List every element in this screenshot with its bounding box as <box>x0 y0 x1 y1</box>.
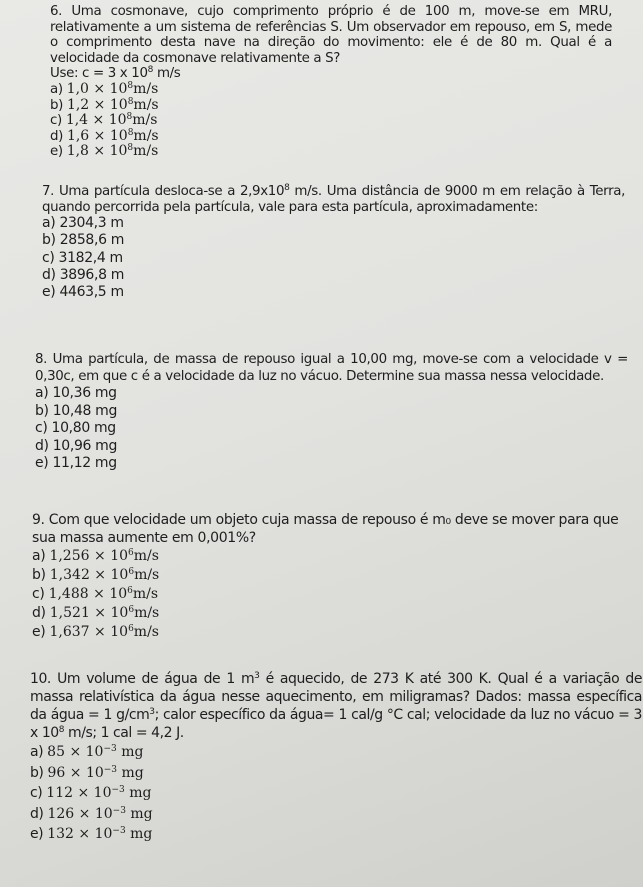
option-value: $1,521 \times 10^6m/s$ <box>49 605 160 621</box>
exponent: −3 <box>103 764 118 775</box>
option-letter: c) <box>32 586 45 602</box>
stem-text: 7. Uma partícula desloca-se a 2,9x10 <box>42 184 285 199</box>
use-note-exponent: 8 <box>147 65 154 76</box>
unit: mg <box>129 785 152 801</box>
option-d[interactable] <box>50 129 612 145</box>
option-b[interactable] <box>30 763 642 784</box>
exponent: 8 <box>127 143 134 154</box>
unit: m/s <box>134 605 160 621</box>
exponent: 6 <box>128 567 135 577</box>
mantissa: 1,521 <box>49 605 90 621</box>
option-letter: b) <box>30 764 44 781</box>
unit: m/s <box>132 112 158 129</box>
unit: m/s <box>134 567 160 583</box>
unit: mg <box>130 826 153 842</box>
unit: m/s <box>133 127 159 144</box>
mantissa: 1,6 <box>66 127 90 144</box>
exponent: −3 <box>111 785 125 795</box>
option-c[interactable] <box>30 783 642 804</box>
exponent: 6 <box>128 548 134 558</box>
mantissa: 96 <box>47 764 66 781</box>
question-6-stem: 6. Uma cosmonave, cujo comprimento próprio é de 100 m, move-se em MRU, relativamente a um sistema de referências S. Um observador em repouso, em S, mede o comprimento desta nave na direção do movimento: ele é de 80 m. Qual é a velocidade da cosmonave relativamente a S? <box>50 4 612 66</box>
option-letter: a) <box>30 744 44 760</box>
option-e[interactable] <box>32 623 632 642</box>
option-value: $1,6 \times 10^8m/s$ <box>66 127 159 144</box>
question-10-options <box>30 742 642 845</box>
question-6-options <box>50 82 612 160</box>
exponent: 8 <box>127 127 134 138</box>
option-letter: d) <box>50 128 64 144</box>
stem-text: m/s. Uma distância de 9000 m em relação à Terra, quando percorrida pela partícula, vale para esta partícula, aproximadamente: <box>42 184 625 215</box>
exponent: −3 <box>112 826 126 836</box>
question-9-options <box>32 547 632 642</box>
option-c[interactable]: c) 10,80 mg <box>35 420 116 436</box>
base: 10 <box>109 96 128 113</box>
mantissa: 1,637 <box>49 624 90 640</box>
option-letter: b) <box>32 567 46 583</box>
option-a[interactable]: a) 2304,3 m <box>42 215 124 232</box>
base: 10 <box>94 805 113 822</box>
stem-exponent: 8 <box>58 725 65 735</box>
exponent: 6 <box>128 605 135 615</box>
option-a[interactable]: a) 10,36 mg <box>35 385 117 401</box>
mantissa: 1,2 <box>66 96 90 113</box>
base: 10 <box>110 548 129 564</box>
mantissa: 1,4 <box>65 112 89 129</box>
option-value: $1,342 \times 10^6m/s$ <box>49 567 160 583</box>
base: 10 <box>109 143 128 160</box>
question-10 <box>30 670 642 845</box>
option-a[interactable] <box>32 547 632 566</box>
option-b[interactable]: b) 2858,6 m <box>42 232 125 249</box>
option-d[interactable] <box>30 804 642 825</box>
question-7 <box>42 184 625 302</box>
question-9-stem: 9. Com que velocidade um objeto cuja massa de repouso é m₀ deve se mover para que sua massa aumente em 0,001%? <box>32 512 619 546</box>
base: 10 <box>85 744 104 760</box>
unit: mg <box>130 805 153 822</box>
option-c[interactable] <box>32 585 632 604</box>
option-value: $1,4 \times 10^8m/s$ <box>65 112 158 129</box>
base: 10 <box>85 764 104 781</box>
option-c[interactable] <box>50 113 612 129</box>
option-c[interactable]: c) 3182,4 m <box>42 249 123 266</box>
base: 10 <box>109 80 128 97</box>
option-value: $112 \times 10^{-3}$ mg <box>46 785 152 801</box>
unit: m/s <box>133 548 159 564</box>
option-letter: c) <box>50 113 62 129</box>
mantissa: 1,488 <box>48 586 89 602</box>
mantissa: 1,256 <box>49 548 90 564</box>
question-9 <box>32 511 632 642</box>
mantissa: 126 <box>47 805 75 822</box>
option-value: $1,0 \times 10^8m/s$ <box>66 80 159 97</box>
option-e[interactable] <box>50 144 612 160</box>
option-value: $132 \times 10^{-3}$ mg <box>47 826 153 842</box>
option-letter: c) <box>30 785 43 801</box>
option-d[interactable] <box>32 604 632 623</box>
base: 10 <box>109 127 128 144</box>
question-8-stem: 8. Uma partícula, de massa de repouso igual a 10,00 mg, move-se com a velocidade v = 0,30c, em que c é a velocidade da luz no vácuo. Determine sua massa nessa velocidade. <box>35 352 628 384</box>
mantissa: 1,8 <box>66 143 89 160</box>
exponent: 8 <box>127 80 134 91</box>
option-e[interactable] <box>30 824 642 845</box>
question-6-use-note <box>50 66 612 82</box>
option-b[interactable] <box>32 566 632 585</box>
stem-text: é aquecido, de 273 K até 300 K. Qual é a variação de massa relativística da água nesse aquecimento, em miligramas? Dados: massa específica da água = 1 g/cm <box>30 671 642 723</box>
option-e[interactable]: e) 4463,5 m <box>42 284 124 301</box>
option-letter: a) <box>50 81 63 97</box>
option-letter: d) <box>30 805 44 822</box>
option-letter: e) <box>50 144 63 160</box>
base: 10 <box>110 624 129 640</box>
exponent: −3 <box>103 744 117 754</box>
stem-exponent: 3 <box>149 707 155 717</box>
stem-exponent: 3 <box>254 671 260 681</box>
unit: mg <box>121 764 144 781</box>
option-a[interactable] <box>50 82 612 98</box>
use-note-text: Use: c = 3 x 10 <box>50 66 148 82</box>
option-a[interactable] <box>30 742 642 763</box>
base: 10 <box>108 112 127 129</box>
question-6 <box>50 4 612 160</box>
base: 10 <box>110 605 129 621</box>
exponent: 6 <box>127 586 133 596</box>
mantissa: 132 <box>47 826 74 842</box>
option-value: $85 \times 10^{-3}$ mg <box>47 744 144 760</box>
question-8 <box>35 351 628 473</box>
exponent: 8 <box>127 96 134 107</box>
option-letter: d) <box>32 605 46 621</box>
mantissa: 1,342 <box>49 567 90 583</box>
unit: m/s <box>133 143 159 160</box>
mantissa: 112 <box>46 785 74 801</box>
option-value: $1,2 \times 10^8m/s$ <box>66 96 159 113</box>
stem-text: ; calor específico da água= 1 cal/g °C cal; velocidade da luz no vácuo = 3 x 10 <box>30 707 642 741</box>
unit: m/s <box>132 586 159 602</box>
option-d[interactable]: d) 3896,8 m <box>42 267 125 284</box>
stem-exponent: 8 <box>284 183 290 193</box>
option-letter: e) <box>30 826 44 842</box>
base: 10 <box>93 785 112 801</box>
base: 10 <box>110 567 129 583</box>
unit: mg <box>121 744 144 760</box>
option-letter: b) <box>50 97 64 113</box>
mantissa: 85 <box>47 744 65 760</box>
option-value: $126 \times 10^{-3}$ mg <box>47 805 153 822</box>
unit: m/s <box>133 96 159 113</box>
exponent: 6 <box>128 624 134 634</box>
question-7-stem <box>42 184 625 215</box>
option-letter: e) <box>32 624 46 640</box>
exponent: −3 <box>112 805 126 816</box>
unit: m/s <box>133 80 159 97</box>
option-value: $96 \times 10^{-3}$ mg <box>47 764 144 781</box>
mantissa: 1,0 <box>66 80 89 97</box>
exponent: 8 <box>126 112 133 123</box>
unit: m/s <box>133 624 159 640</box>
use-note-unit: m/s <box>153 66 181 82</box>
option-value: $1,488 \times 10^6m/s$ <box>48 586 159 602</box>
option-b[interactable]: b) 10,48 mg <box>35 402 118 419</box>
option-e[interactable]: e) 11,12 mg <box>35 455 117 471</box>
base: 10 <box>109 586 128 602</box>
option-d[interactable]: d) 10,96 mg <box>35 437 118 454</box>
option-b[interactable] <box>50 98 612 114</box>
stem-text: 10. Um volume de água de 1 m <box>30 671 255 687</box>
question-10-stem <box>30 670 642 742</box>
option-value: $1,256 \times 10^6m/s$ <box>49 548 159 564</box>
option-value: $1,8 \times 10^8m/s$ <box>66 143 159 160</box>
option-letter: a) <box>32 548 46 564</box>
option-value: $1,637 \times 10^6m/s$ <box>49 624 159 640</box>
stem-text: m/s; 1 cal = 4,2 J. <box>64 725 184 741</box>
base: 10 <box>94 826 113 842</box>
